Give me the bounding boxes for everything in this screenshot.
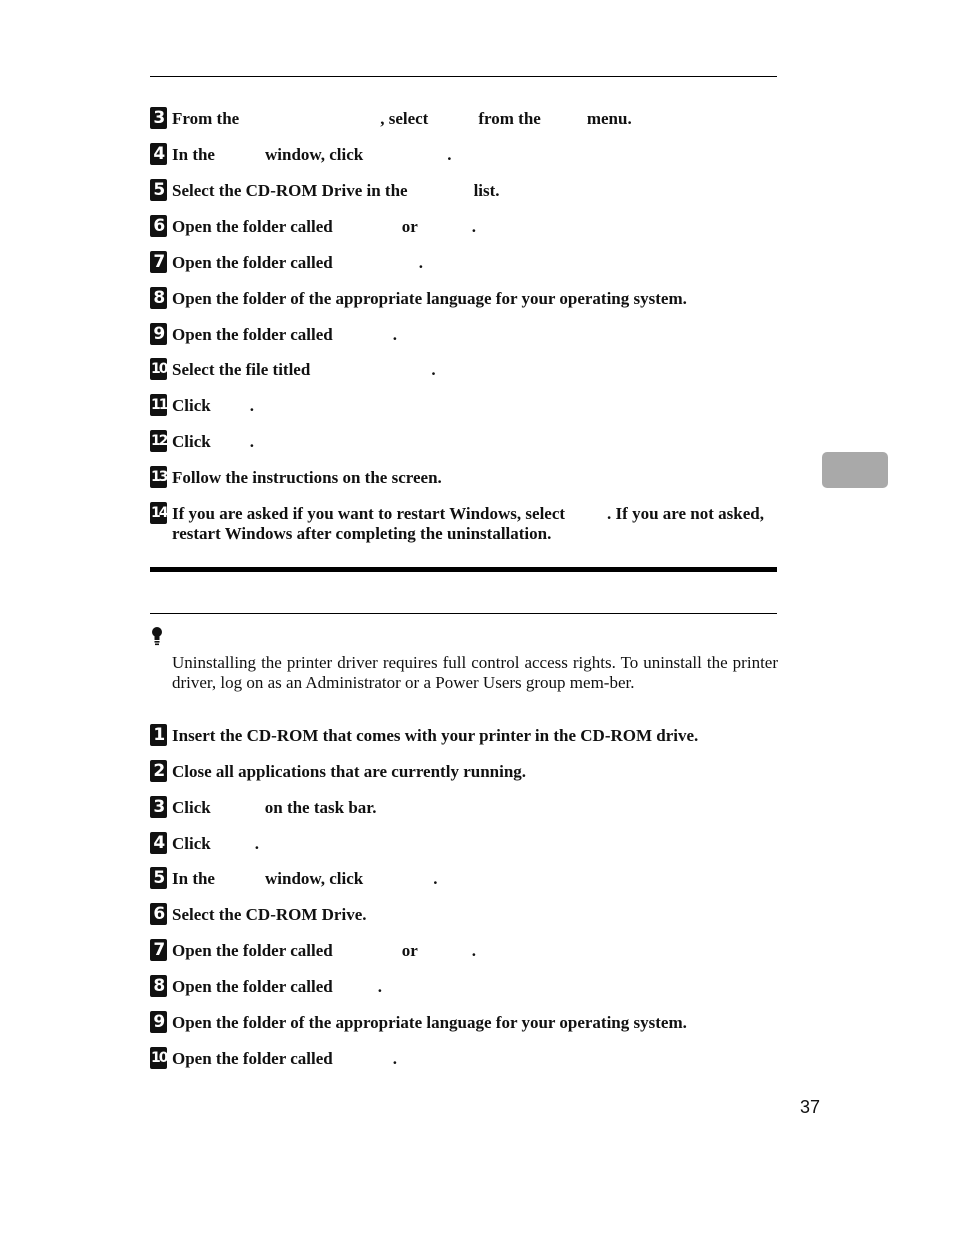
- step-number: 8: [150, 287, 167, 309]
- chapter-tab: [822, 452, 888, 488]
- step-number: 3: [150, 107, 167, 129]
- step-text: Close all applications that are currently running.: [172, 762, 527, 781]
- step-number: 7: [150, 939, 167, 961]
- step-number: 10: [150, 358, 167, 380]
- step-number: 5: [150, 867, 167, 889]
- step-text: Follow the instructions on the screen.: [172, 468, 442, 487]
- step-number: 3: [150, 796, 167, 818]
- step-text: Insert the CD-ROM that comes with your printer in the CD-ROM drive.: [172, 726, 699, 745]
- section-rule-thick: [150, 567, 777, 572]
- step-text: Open the folder called or .: [172, 217, 476, 236]
- step-number: 9: [150, 1011, 167, 1033]
- step-text: Click .: [172, 432, 254, 451]
- step-text: In the window, click .: [172, 869, 438, 888]
- step-number: 1: [150, 724, 167, 746]
- section-rule-thin: [150, 613, 777, 614]
- step-number: 9: [150, 323, 167, 345]
- step-number: 2: [150, 760, 167, 782]
- header-rule: [150, 76, 777, 77]
- step-text: Click .: [172, 834, 259, 853]
- step-text: In the window, click .: [172, 145, 452, 164]
- step-number: 6: [150, 903, 167, 925]
- step-number: 5: [150, 179, 167, 201]
- lightbulb-icon: [150, 626, 164, 646]
- step-text: Click on the task bar.: [172, 798, 377, 817]
- step-number: 12: [150, 430, 167, 452]
- step-text: Open the folder called .: [172, 325, 397, 344]
- step-text: Select the CD-ROM Drive in the list.: [172, 181, 500, 200]
- step-number: 13: [150, 466, 167, 488]
- step-text: Open the folder of the appropriate language for your operating system.: [172, 1013, 687, 1032]
- step-text: Click .: [172, 396, 254, 415]
- step-number: 4: [150, 832, 167, 854]
- step-text: If you are asked if you want to restart Windows, select . If you are not asked, restart Windows after completing the uninstallation.: [172, 504, 764, 543]
- step-number: 7: [150, 251, 167, 273]
- step-number: 10: [150, 1047, 167, 1069]
- step-text: Open the folder called .: [172, 977, 382, 996]
- step-number: 4: [150, 143, 167, 165]
- step-text: Select the CD-ROM Drive.: [172, 905, 367, 924]
- step-number: 6: [150, 215, 167, 237]
- step-text: Select the file titled .: [172, 360, 436, 379]
- step-number: 14: [150, 502, 167, 524]
- step-text: Open the folder called or .: [172, 941, 476, 960]
- step-text: Open the folder called .: [172, 1049, 397, 1068]
- note-text: Uninstalling the printer driver requires full control access rights. To uninstall the printer driver, log on as an Administrator or a Power Users group mem-ber.: [172, 653, 778, 692]
- step-text: From the , select from the menu.: [172, 109, 632, 128]
- step-text: Open the folder called .: [172, 253, 423, 272]
- page-number: 37: [800, 1097, 821, 1117]
- step-number: 8: [150, 975, 167, 997]
- step-text: Open the folder of the appropriate language for your operating system.: [172, 289, 687, 308]
- step-number: 11: [150, 394, 167, 416]
